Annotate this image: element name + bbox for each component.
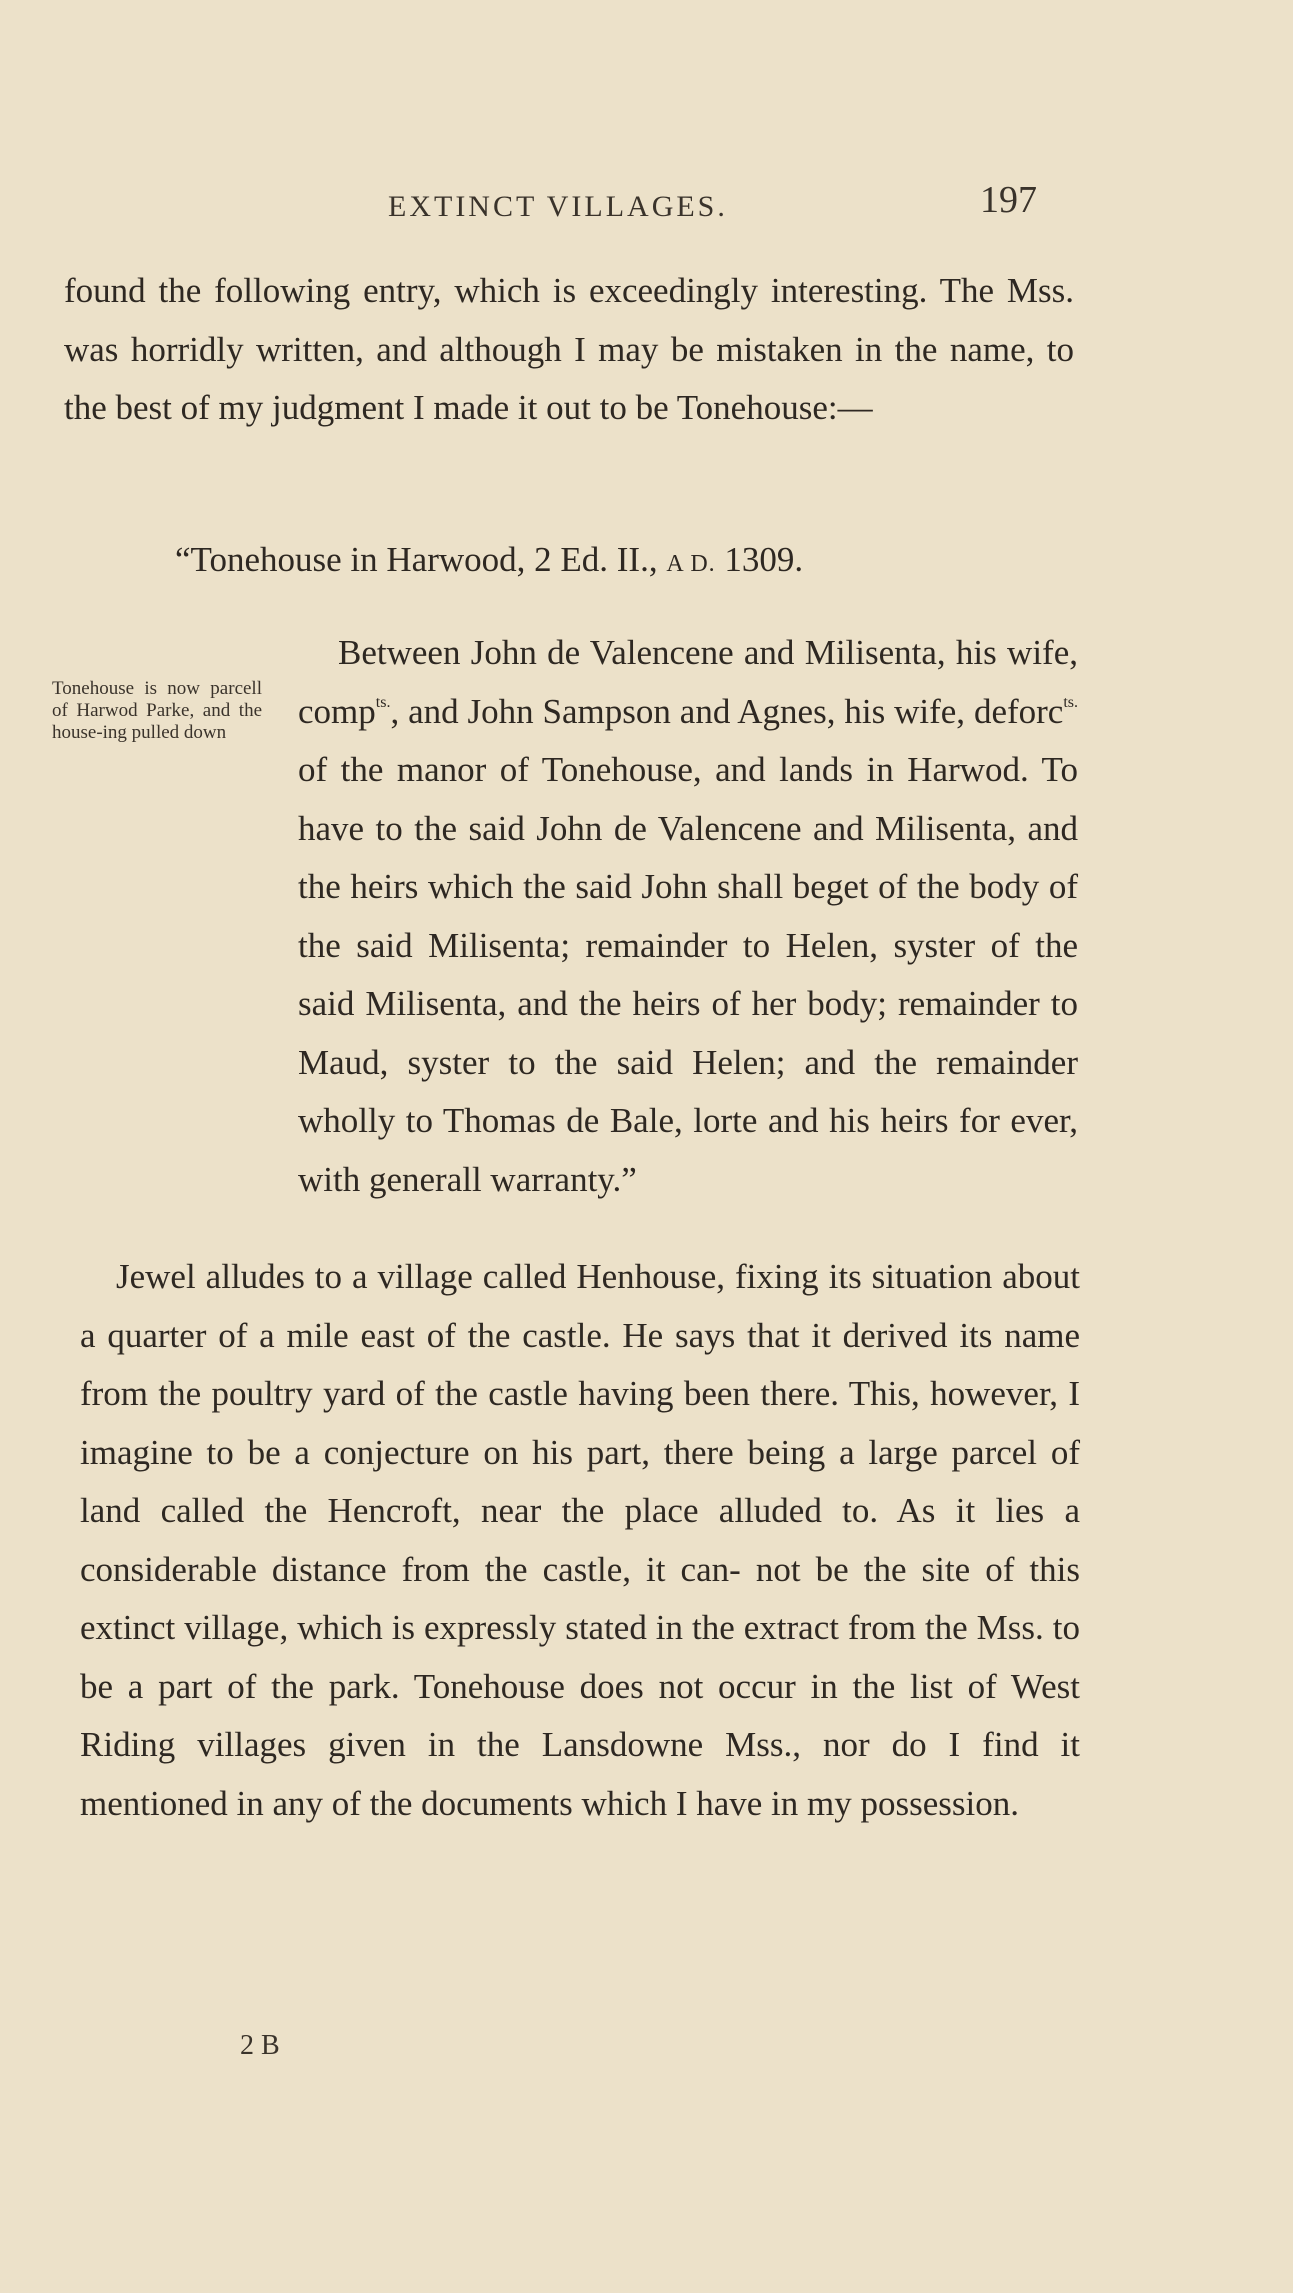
marginal-note: Tonehouse is now parcell of Harwod Parke, and the house-ing pulled down xyxy=(52,678,262,743)
deed-part-1: Between John de Valencene and Milisenta, his wife, comp xyxy=(298,633,1078,731)
deed-part-2: , and John Sampson and Agnes, his wife, deforc xyxy=(390,691,1064,731)
final-paragraph xyxy=(80,1248,1080,1833)
running-head: EXTINCT VILLAGES. xyxy=(388,190,728,223)
entry-heading-text: “Tonehouse in Harwood, 2 Ed. II., xyxy=(175,540,667,579)
deed-text xyxy=(298,624,1078,1209)
signature-mark: 2 B xyxy=(240,2030,280,2061)
final-text: Jewel alludes to a village called Henhouse, fixing its situation about a quarter of a mile east of the castle. He says that it derived its name from the poultry yard of the castle having been there. This, however, I imagine to be a conjecture on his part, there being a large parcel of land called the Hencroft, near the place alluded to. As it lies a considerable distance from the castle, it can- not be the site of this extinct village, which is expressly stated in the extract from the Mss. to be a part of the park. Tonehouse does not occur in the list of West Riding villages given in the Lansdowne Mss., nor do I find it mentioned in any of the documents which I have in my possession. xyxy=(80,1257,1080,1823)
page-number: 197 xyxy=(980,179,1037,221)
intro-paragraph xyxy=(64,262,1074,438)
deed-sup-2: ts. xyxy=(1063,693,1078,711)
entry-heading xyxy=(175,540,803,580)
entry-heading-era: A D. xyxy=(666,551,716,577)
deed-paragraph xyxy=(298,624,1078,1209)
deed-part-3: of the manor of Tonehouse, and lands in Harwod. To have to the said John de Valencene and Milisenta, and the heirs which the said John shall beget of the body of the said Milisenta; remainder to Helen, syster of the said Milisenta, and the heirs of her body; remainder to Maud, syster to the said Helen; and the remainder wholly to Thomas de Bale, lorte and his heirs for ever, with generall warranty.” xyxy=(298,750,1078,1199)
deed-sup-1: ts. xyxy=(375,693,391,711)
intro-text: found the following entry, which is exceedingly interesting. The Mss. was horridly written, and although I may be mistaken in the name, to the best of my judgment I made it out to be Tonehouse:— xyxy=(64,271,1074,427)
entry-heading-year: 1309. xyxy=(715,540,804,579)
